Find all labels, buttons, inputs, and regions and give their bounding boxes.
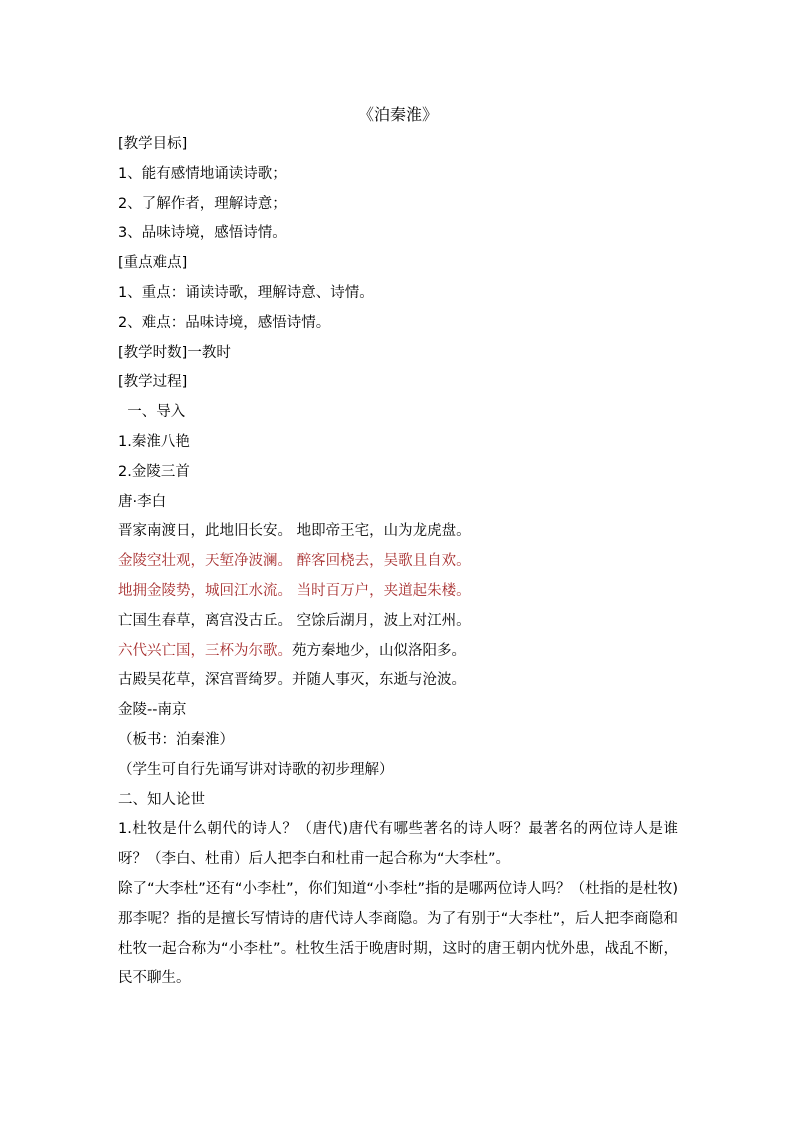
key-point-1: 1、重点：诵读诗歌，理解诗意、诗情。 (118, 284, 374, 301)
poem-line-1: 晋家南渡日，此地旧长安。 地即帝王宅，山为龙虎盘。 (118, 523, 471, 540)
document-page (118, 100, 678, 994)
teaching-hours: [教学时数]一教时 (118, 344, 231, 361)
goal-item-3: 3、品味诗境，感悟诗情。 (118, 225, 287, 242)
section-background: 二、知人论世 (118, 791, 205, 808)
goal-item-2: 2、了解作者，理解诗意； (118, 195, 287, 212)
poem-line-3: 地拥金陵势，城回江水流。 当时百万户，夹道起朱楼。 (118, 582, 471, 599)
document-title: 《泊秦淮》 (357, 105, 438, 124)
goals-header: [教学目标] (118, 136, 188, 152)
background-paragraph-2: 除了“大李杜”还有“小李杜”，你们知道“小李杜”指的是哪两位诗人吗？（杜指的是杜牧)那李呢？指的是擅长写情诗的唐代诗人李商隐。为了有别于“大李杜”，后人把李商隐和杜牧一起合称为“小李杜”。杜牧生活于晚唐时期，这时的唐王朝内忧外患，战乱不断，民不聊生。 (118, 880, 678, 987)
jinling-note: 金陵--南京 (118, 702, 187, 719)
intro-item-2: 2.金陵三首 (118, 463, 190, 480)
key-points-header: [重点难点] (118, 255, 188, 272)
poem-author: 唐·李白 (118, 493, 167, 510)
poem-line-6: 古殿吴花草，深宫晋绮罗。并随人事灭，东逝与沧波。 (118, 672, 466, 689)
intro-item-1: 1.秦淮八艳 (118, 433, 190, 450)
board-note: （板书：泊秦淮） (118, 731, 234, 748)
section-intro: 一、导入 (118, 404, 186, 421)
poem-line-2: 金陵空壮观，天堑净波澜。 醉客回桡去，吴歌且自欢。 (118, 553, 471, 570)
poem-line-5-highlight: 六代兴亡国，三杯为尔歌。 (118, 642, 292, 659)
goal-item-1: 1、能有感情地诵读诗歌； (118, 165, 287, 182)
process-header: [教学过程] (118, 374, 188, 391)
poem-line-5 (118, 637, 678, 667)
poem-line-5-rest: 苑方秦地少，山似洛阳多。 (292, 642, 466, 659)
poem-line-4: 亡国生春草，离宫没古丘。 空馀后湖月，波上对江州。 (118, 612, 471, 629)
background-paragraph-1: 1.杜牧是什么朝代的诗人？（唐代)唐代有哪些著名的诗人呀？最著名的两位诗人是谁呀？（李白、杜甫）后人把李白和杜甫一起合称为“大李杜”。 (118, 821, 678, 868)
key-point-2: 2、难点：品味诗境，感悟诗情。 (118, 314, 331, 331)
student-note: （学生可自行先诵写讲对诗歌的初步理解） (118, 761, 394, 778)
